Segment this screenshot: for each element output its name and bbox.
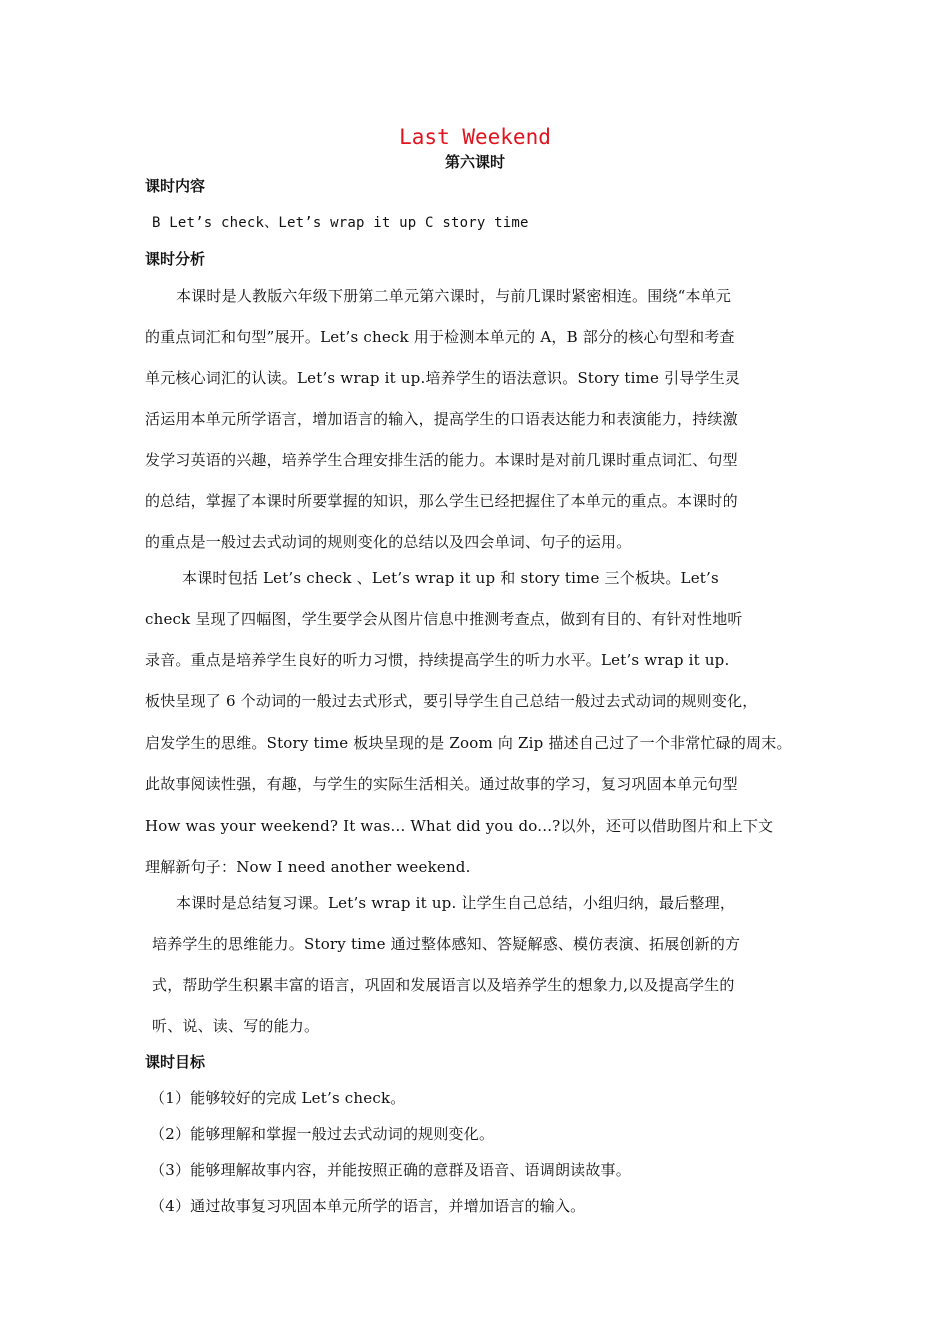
- analysis-line: 培养学生的思维能力。Story time 通过整体感知、答疑解惑、模仿表演、拓展创新的方: [152, 935, 741, 953]
- analysis-line: 的重点词汇和句型”展开。Let’s check 用于检测本单元的 A，B 部分的核心句型和考查: [145, 328, 735, 346]
- goal-item: （4）通过故事复习巩固本单元所学的语言，并增加语言的输入。: [150, 1197, 586, 1215]
- analysis-line: 发学习英语的兴趣，培养学生合理安排生活的能力。本课时是对前几课时重点词汇、句型: [145, 451, 738, 469]
- goal-item: （3）能够理解故事内容，并能按照正确的意群及语音、语调朗读故事。: [150, 1161, 631, 1179]
- analysis-line: 此故事阅读性强，有趣，与学生的实际生活相关。通过故事的学习，复习巩固本单元句型: [145, 775, 738, 793]
- section-heading-content: 课时内容: [145, 177, 206, 195]
- analysis-line: 听、说、读、写的能力。: [152, 1017, 320, 1035]
- goal-item: （1）能够较好的完成 Let’s check。: [150, 1089, 406, 1107]
- goal-item: （2）能够理解和掌握一般过去式动词的规则变化。: [150, 1125, 495, 1143]
- analysis-line: 的重点是一般过去式动词的规则变化的总结以及四会单词、句子的运用。: [145, 533, 632, 551]
- document-title: Last Weekend: [399, 125, 551, 149]
- section-heading-goals: 课时目标: [145, 1053, 206, 1071]
- analysis-line: 理解新句子：Now I need another weekend.: [145, 858, 471, 876]
- analysis-line: How was your weekend? It was... What did you do...?以外，还可以借助图片和上下文: [145, 817, 774, 835]
- analysis-line: 式，帮助学生积累丰富的语言，巩固和发展语言以及培养学生的想象力,以及提高学生的: [152, 976, 735, 994]
- analysis-line: 活运用本单元所学语言，增加语言的输入，提高学生的口语表达能力和表演能力，持续激: [145, 410, 738, 428]
- analysis-line: check 呈现了四幅图，学生要学会从图片信息中推测考查点，做到有目的、有针对性地听: [145, 610, 743, 628]
- analysis-line: 启发学生的思维。Story time 板块呈现的是 Zoom 向 Zip 描述自己过了一个非常忙碌的周末。: [145, 734, 792, 752]
- analysis-line: 本课时是人教版六年级下册第二单元第六课时，与前几课时紧密相连。围绕“本单元: [176, 287, 732, 305]
- analysis-line: 的总结，掌握了本课时所要掌握的知识，那么学生已经把握住了本单元的重点。本课时的: [145, 492, 738, 510]
- section-heading-analysis: 课时分析: [145, 250, 206, 268]
- analysis-line: 录音。重点是培养学生良好的听力习惯，持续提高学生的听力水平。Let’s wrap it up.: [145, 651, 730, 669]
- content-text: B Let’s check、Let’s wrap it up C story time: [152, 215, 529, 231]
- analysis-line: 板快呈现了 6 个动词的一般过去式形式，要引导学生自己总结一般过去式动词的规则变化，: [145, 692, 758, 710]
- analysis-line: 单元核心词汇的认读。Let’s wrap it up.培养学生的语法意识。Story time 引导学生灵: [145, 369, 741, 387]
- analysis-line: 本课时是总结复习课。Let’s wrap it up. 让学生自己总结，小组归纳，最后整理，: [176, 894, 736, 912]
- document-subtitle: 第六课时: [444, 153, 505, 171]
- analysis-line: 本课时包括 Let’s check 、Let’s wrap it up 和 story time 三个板块。Let’s: [182, 569, 719, 587]
